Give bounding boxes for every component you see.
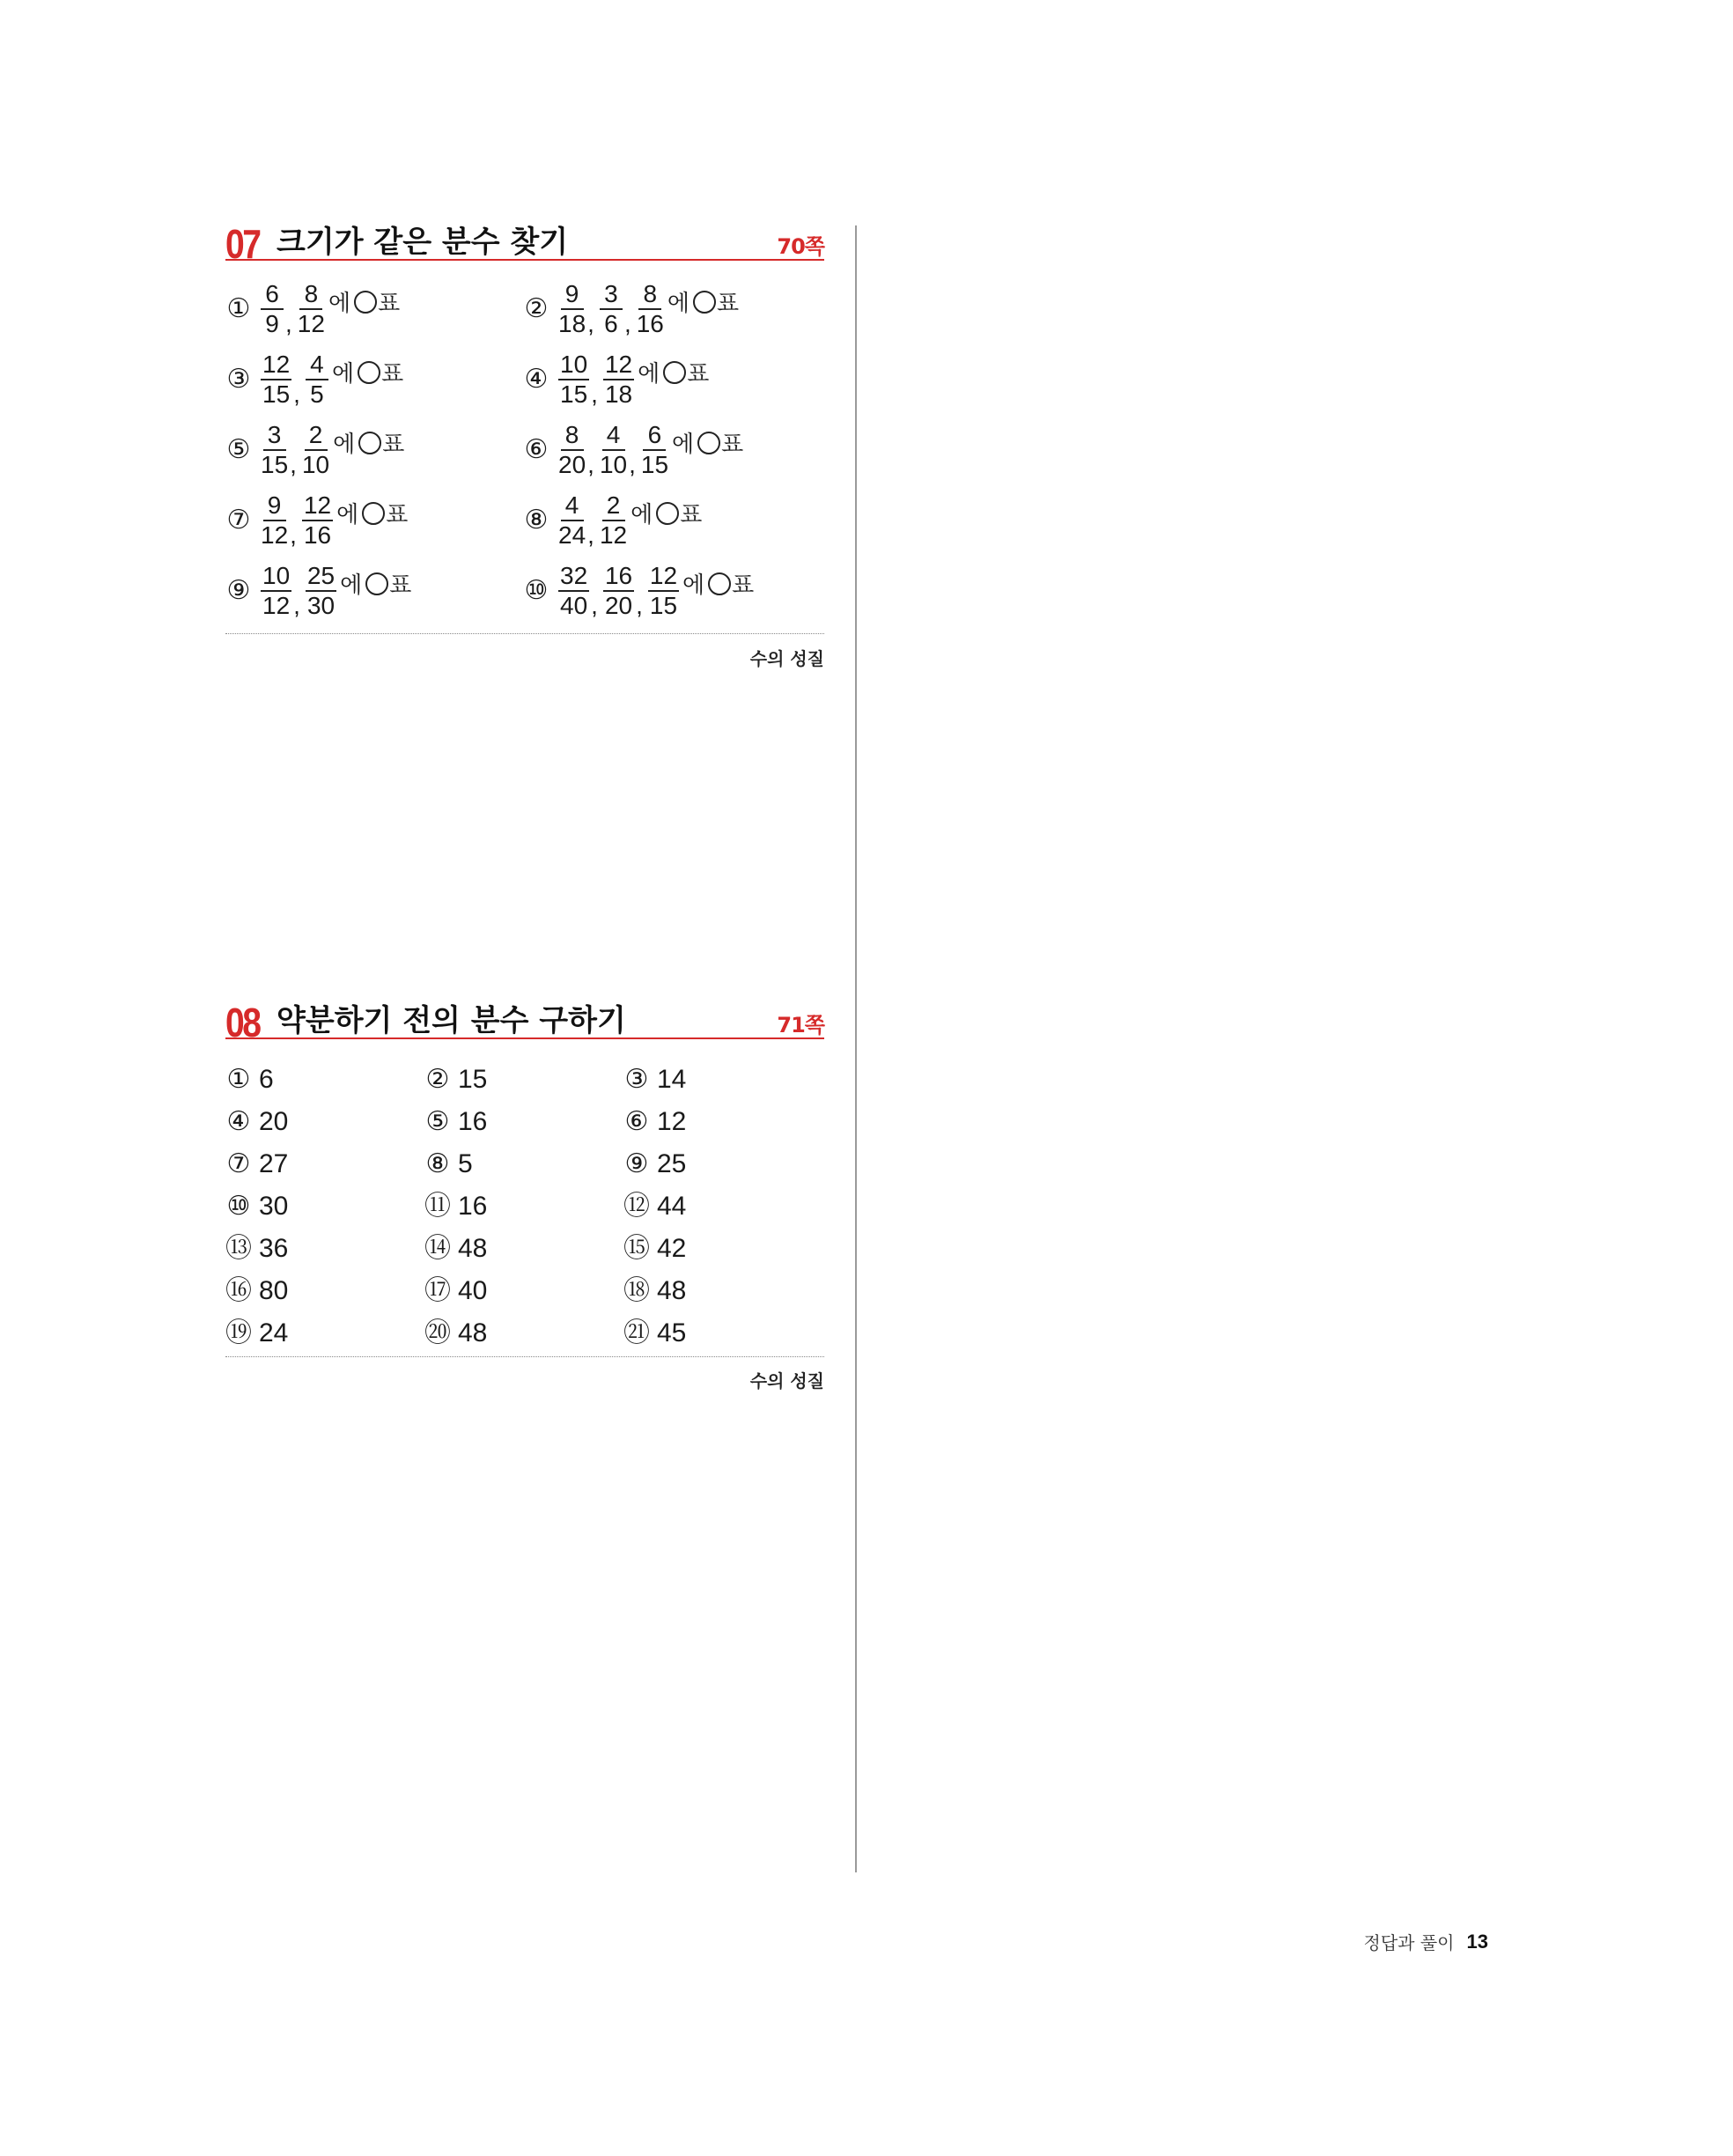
answer-value: 12 [657, 1107, 687, 1136]
fraction-numerator: 10 [261, 562, 291, 592]
fraction [306, 351, 328, 409]
item-number: ⑱ [623, 1276, 650, 1305]
column-divider [855, 225, 857, 1872]
item-number: ③ [226, 365, 251, 394]
fraction-numerator: 12 [603, 351, 634, 380]
answer-07-item [523, 278, 739, 340]
fraction-denominator: 30 [306, 592, 336, 619]
answer-08-item [623, 1274, 686, 1309]
item-number: ㉑ [623, 1318, 650, 1348]
item-number: ⑥ [624, 1107, 649, 1136]
answer-08-item [424, 1316, 487, 1351]
section-08-number: 08 [225, 1000, 260, 1045]
circle-mark-instruction [333, 426, 404, 459]
section-08-header [225, 1000, 824, 1045]
circle-mark-icon [365, 572, 388, 595]
item-number: ⑫ [623, 1192, 650, 1221]
fraction [637, 280, 664, 338]
circle-mark-instruction [638, 356, 709, 388]
fraction-denominator: 15 [261, 451, 289, 478]
fraction-numerator: 12 [648, 562, 679, 592]
circle-mark-icon [693, 291, 716, 314]
fraction [302, 491, 333, 550]
section-08 [225, 1000, 824, 1392]
fraction [558, 280, 586, 338]
suffix-text: 에 [331, 360, 355, 388]
answer-08-item [623, 1189, 686, 1224]
item-number: ⑨ [226, 576, 251, 605]
comma: , [285, 310, 292, 337]
suffix-text: 표 [378, 290, 401, 317]
fraction [558, 562, 589, 620]
item-number: ⑩ [524, 576, 549, 605]
circle-mark-icon [354, 291, 377, 314]
item-number: ⑮ [623, 1234, 650, 1263]
fraction [641, 421, 668, 479]
comma: , [587, 310, 594, 337]
answer-value: 20 [259, 1107, 289, 1136]
section-07-header [225, 221, 824, 267]
suffix-text: 표 [717, 290, 740, 317]
circle-mark-icon [358, 361, 380, 384]
answer-value: 25 [657, 1149, 687, 1178]
item-number: ⑦ [226, 1149, 251, 1178]
answer-08-item [424, 1274, 487, 1309]
fraction [261, 562, 291, 620]
fraction-denominator: 12 [599, 521, 628, 549]
answer-08-item [225, 1147, 288, 1182]
fraction-denominator: 18 [558, 310, 586, 337]
answer-08-item [225, 1062, 274, 1097]
circle-mark-instruction [682, 567, 754, 600]
suffix-text: 표 [721, 431, 744, 458]
page-footer [1364, 1929, 1488, 1954]
answer-08-item [225, 1231, 288, 1266]
fraction-numerator: 2 [602, 491, 625, 521]
item-number: ⑧ [425, 1149, 450, 1178]
answer-08-item [623, 1316, 686, 1351]
fraction-numerator: 32 [558, 562, 589, 592]
fraction-numerator: 12 [302, 491, 333, 521]
comma: , [591, 592, 598, 619]
suffix-text: 표 [381, 360, 404, 388]
fraction-numerator: 9 [263, 491, 286, 521]
answer-value: 36 [259, 1234, 289, 1263]
fraction-numerator: 8 [638, 280, 661, 310]
answer-value: 48 [458, 1234, 488, 1263]
item-number: ① [226, 294, 251, 323]
fraction [648, 562, 679, 620]
circle-mark-icon [708, 572, 731, 595]
item-number: ① [226, 1065, 251, 1094]
fraction [306, 562, 336, 620]
answer-value: 14 [657, 1065, 687, 1094]
fraction [603, 351, 634, 409]
circle-mark-icon [663, 361, 686, 384]
section-07-title: 크기가 같은 분수 찾기 [277, 225, 569, 260]
answer-08-item [623, 1147, 686, 1182]
fraction-denominator: 16 [636, 310, 664, 337]
fraction-denominator: 18 [604, 380, 633, 408]
fraction-numerator: 8 [299, 280, 322, 310]
circle-mark-icon [656, 502, 679, 525]
item-number: ⑬ [225, 1234, 252, 1263]
section-07-number: 07 [225, 221, 260, 267]
fraction [603, 562, 634, 620]
answer-value: 44 [657, 1192, 687, 1221]
item-number: ⑤ [425, 1107, 450, 1136]
answer-08-item [424, 1231, 487, 1266]
fraction-denominator: 9 [265, 310, 279, 337]
suffix-text: 에 [333, 431, 356, 458]
fraction-denominator: 24 [558, 521, 586, 549]
suffix-text: 에 [340, 572, 363, 599]
answer-value: 27 [259, 1149, 289, 1178]
suffix-text: 에 [336, 501, 359, 528]
answer-value: 16 [458, 1192, 488, 1221]
item-number: ⑪ [424, 1192, 451, 1221]
circle-mark-instruction [332, 356, 403, 388]
answer-08-item [424, 1062, 487, 1097]
answer-value: 80 [259, 1276, 289, 1305]
item-number: ⑰ [424, 1276, 451, 1305]
fraction-denominator: 15 [560, 380, 588, 408]
fraction [298, 280, 325, 338]
suffix-text: 에 [328, 290, 351, 317]
fraction [558, 491, 586, 550]
fraction [600, 421, 627, 479]
suffix-text: 에 [667, 290, 690, 317]
section-07 [225, 221, 824, 669]
fraction-denominator: 6 [604, 310, 618, 337]
fraction-denominator: 40 [560, 592, 588, 619]
suffix-text: 에 [672, 431, 695, 458]
answer-07-item [225, 419, 404, 481]
fraction-denominator: 16 [303, 521, 332, 549]
answer-value: 5 [458, 1149, 473, 1178]
answer-value: 45 [657, 1318, 687, 1348]
answer-08-item [424, 1104, 487, 1140]
circle-mark-icon [358, 432, 381, 454]
fraction [302, 421, 329, 479]
answer-07-item [523, 490, 702, 551]
fraction-numerator: 2 [305, 421, 328, 451]
fraction-denominator: 15 [649, 592, 678, 619]
suffix-text: 표 [386, 501, 409, 528]
fraction-denominator: 10 [301, 451, 330, 478]
fraction [261, 351, 291, 409]
suffix-text: 에 [631, 501, 653, 528]
answer-value: 30 [259, 1192, 289, 1221]
comma: , [290, 451, 297, 478]
answer-07-item [225, 560, 411, 622]
answer-value: 16 [458, 1107, 488, 1136]
fraction-numerator: 8 [561, 421, 584, 451]
item-number: ⑩ [226, 1192, 251, 1221]
section-07-divider [225, 633, 824, 634]
page-footer-label: 정답과 풀이 [1363, 1932, 1455, 1953]
comma: , [587, 521, 594, 549]
fraction [558, 421, 586, 479]
circle-mark-instruction [631, 497, 702, 529]
answer-07-item [225, 278, 400, 340]
item-number: ⑭ [424, 1234, 451, 1263]
circle-mark-instruction [340, 567, 411, 600]
item-number: ③ [624, 1065, 649, 1094]
fraction [600, 280, 623, 338]
answer-value: 15 [458, 1065, 488, 1094]
answer-value: 40 [458, 1276, 488, 1305]
answer-08-item [623, 1104, 686, 1140]
fraction-numerator: 6 [643, 421, 666, 451]
fraction-numerator: 4 [561, 491, 584, 521]
suffix-text: 표 [382, 431, 405, 458]
item-number: ⑳ [424, 1318, 451, 1348]
fraction [261, 491, 288, 550]
fraction-denominator: 12 [262, 592, 291, 619]
answer-08-item [225, 1274, 288, 1309]
fraction-numerator: 4 [602, 421, 625, 451]
answer-08-item [424, 1147, 473, 1182]
answer-08-item [225, 1189, 288, 1224]
answer-value: 24 [259, 1318, 289, 1348]
item-number: ② [425, 1065, 450, 1094]
item-number: ④ [524, 365, 549, 394]
answer-08-item [225, 1316, 288, 1351]
fraction-numerator: 25 [306, 562, 336, 592]
answer-08-item [623, 1062, 686, 1097]
section-08-title: 약분하기 전의 분수 구하기 [277, 1003, 626, 1038]
answer-08-item [424, 1189, 487, 1224]
circle-mark-instruction [328, 285, 400, 318]
comma: , [293, 592, 300, 619]
fraction-numerator: 10 [558, 351, 589, 380]
answer-07-item [523, 349, 709, 410]
answer-07-item [523, 560, 754, 622]
answer-07-item [225, 490, 408, 551]
item-number: ④ [226, 1107, 251, 1136]
section-07-page-ref: 70쪽 [777, 234, 824, 259]
suffix-text: 에 [682, 572, 705, 599]
fraction-denominator: 15 [640, 451, 669, 478]
circle-mark-instruction [667, 285, 739, 318]
comma: , [636, 592, 643, 619]
fraction-numerator: 6 [261, 280, 284, 310]
fraction [261, 280, 284, 338]
fraction-denominator: 12 [261, 521, 289, 549]
section-08-divider [225, 1356, 824, 1357]
fraction-denominator: 20 [558, 451, 586, 478]
item-number: ⑨ [624, 1149, 649, 1178]
item-number: ⑤ [226, 435, 251, 464]
comma: , [290, 521, 297, 549]
item-number: ⑥ [524, 435, 549, 464]
page-number: 13 [1466, 1930, 1488, 1953]
answer-value: 48 [458, 1318, 488, 1348]
item-number: ⑲ [225, 1318, 252, 1348]
item-number: ⑧ [524, 506, 549, 535]
item-number: ⑦ [226, 506, 251, 535]
section-07-footer: 수의 성질 [749, 648, 824, 669]
fraction [600, 491, 627, 550]
fraction-denominator: 12 [297, 310, 325, 337]
comma: , [623, 310, 631, 337]
comma: , [293, 380, 300, 408]
answer-value: 6 [259, 1065, 274, 1094]
fraction-numerator: 4 [306, 351, 328, 380]
suffix-text: 표 [389, 572, 412, 599]
fraction [261, 421, 288, 479]
comma: , [587, 451, 594, 478]
section-08-footer: 수의 성질 [749, 1370, 824, 1392]
answer-07-item [523, 419, 743, 481]
fraction-denominator: 10 [599, 451, 628, 478]
fraction-denominator: 5 [310, 380, 324, 408]
answer-08-item [225, 1104, 288, 1140]
suffix-text: 표 [687, 360, 710, 388]
section-08-page-ref: 71쪽 [777, 1013, 824, 1037]
item-number: ② [524, 294, 549, 323]
fraction [558, 351, 589, 409]
answer-07-item [225, 349, 403, 410]
answer-value: 42 [657, 1234, 687, 1263]
circle-mark-instruction [672, 426, 743, 459]
fraction-numerator: 12 [261, 351, 291, 380]
comma: , [629, 451, 636, 478]
item-number: ⑯ [225, 1276, 252, 1305]
fraction-denominator: 15 [262, 380, 291, 408]
suffix-text: 표 [680, 501, 703, 528]
fraction-numerator: 3 [600, 280, 623, 310]
comma: , [591, 380, 598, 408]
circle-mark-icon [697, 432, 720, 454]
fraction-numerator: 16 [603, 562, 634, 592]
answer-08-item [623, 1231, 686, 1266]
fraction-numerator: 3 [263, 421, 286, 451]
fraction-denominator: 20 [604, 592, 633, 619]
circle-mark-icon [362, 502, 385, 525]
suffix-text: 에 [638, 360, 660, 388]
answer-value: 48 [657, 1276, 687, 1305]
circle-mark-instruction [336, 497, 408, 529]
fraction-numerator: 9 [561, 280, 584, 310]
suffix-text: 표 [732, 572, 755, 599]
